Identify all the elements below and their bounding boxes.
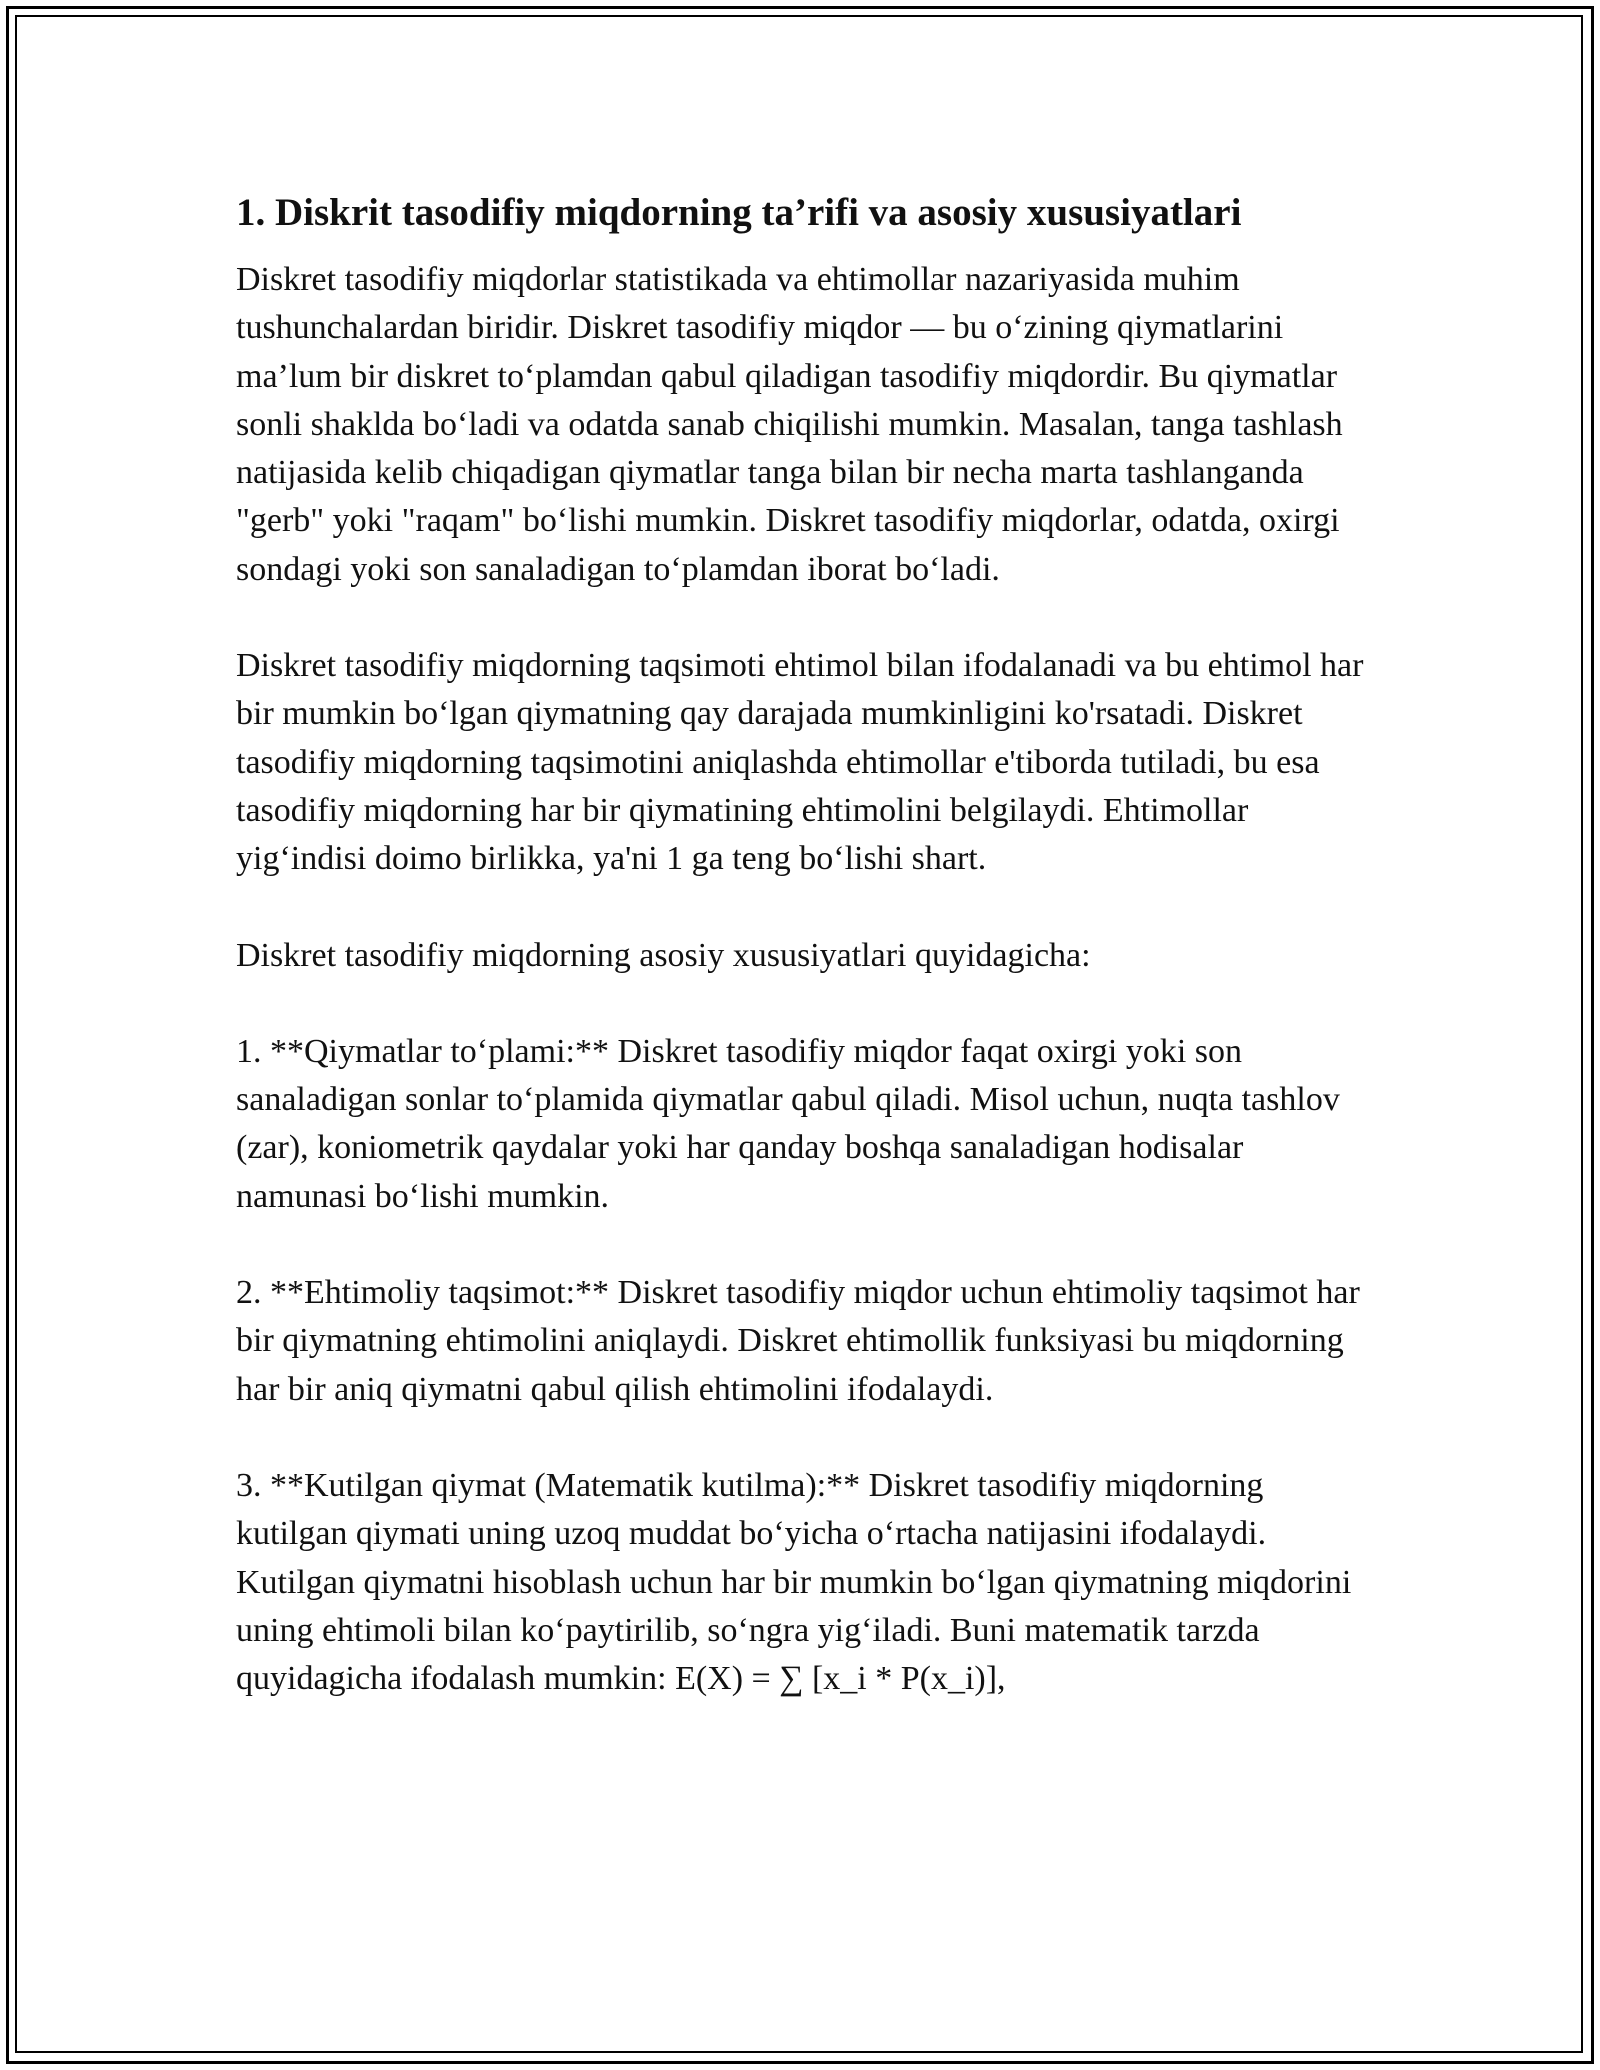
list-item-expected-value: 3. **Kutilgan qiymat (Matematik kutilma):** Diskret tasodifiy miqdorning kutilgan qiymati uning uzoq muddat bo‘yicha o‘rtacha natijasini ifodalaydi. Kutilgan qiymatni hisoblash uchun har bir mumkin bo‘lgan qiymatning miqdorini uning ehtimoli bilan ko‘paytirilib, so‘ngra yig‘iladi. Buni matematik tarzda quyidagicha ifodalash mumkin: E(X) = ∑ [x_i * P(x_i)], <box>236 1466 1352 1698</box>
list-item-probability-distribution: 2. **Ehtimoliy taqsimot:** Diskret tasodifiy miqdor uchun ehtimoliy taqsimot har bir qiymatning ehtimolini aniqlaydi. Diskret ehtimollik funksiyasi bu miqdorning har bir aniq qiymatni qabul qilish ehtimolini ifodalaydi. <box>236 1274 1360 1408</box>
paragraph-distribution: Diskret tasodifiy miqdorning taqsimoti ehtimol bilan ifodalanadi va bu ehtimol har bir mumkin bo‘lgan qiymatning qay darajada mumkinligini ko'rsatadi. Diskret tasodifiy miqdorning taqsimotini aniqlashda ehtimollar e'tiborda tutiladi, bu esa tasodifiy miqdorning har bir qiymatining ehtimolini belgilaydi. Ehtimollar yig‘indisi doimo birlikka, ya'ni 1 ga teng bo‘lishi shart. <box>236 647 1364 878</box>
list-item-value-set: 1. **Qiymatlar to‘plami:** Diskret tasodifiy miqdor faqat oxirgi yoki son sanaladigan sonlar to‘plamida qiymatlar qabul qiladi. Misol uchun, nuqta tashlov (zar), koniometrik qaydalar yoki har qanday boshqa sanaladigan hodisalar namunasi bo‘lishi mumkin. <box>236 1032 1340 1215</box>
section-heading: 1. Diskrit tasodifiy miqdorning ta’rifi va asosiy xususiyatlari <box>236 191 1242 234</box>
paragraph-definition: Diskret tasodifiy miqdorlar statistikada va ehtimollar nazariyasida muhim tushunchalardan biridir. Diskret tasodifiy miqdor — bu o‘zining qiymatlarini ma’lum bir diskret to‘plamdan qabul qiladigan tasodifiy miqdordir. Bu qiymatlar sonli shaklda bo‘ladi va odatda sanab chiqilishi mumkin. Masalan, tanga tashlash natijasida kelib chiqadigan qiymatlar tanga bilan bir necha marta tashlanganda "gerb" yoki "raqam" bo‘lishi mumkin. Diskret tasodifiy miqdorlar, odatda, oxirgi sondagi yoki son sanaladigan to‘plamdan iborat bo‘ladi. <box>236 261 1343 588</box>
paragraph-properties-intro: Diskret tasodifiy miqdorning asosiy xususiyatlari quyidagicha: <box>236 936 1091 974</box>
document-body <box>236 188 1376 1703</box>
